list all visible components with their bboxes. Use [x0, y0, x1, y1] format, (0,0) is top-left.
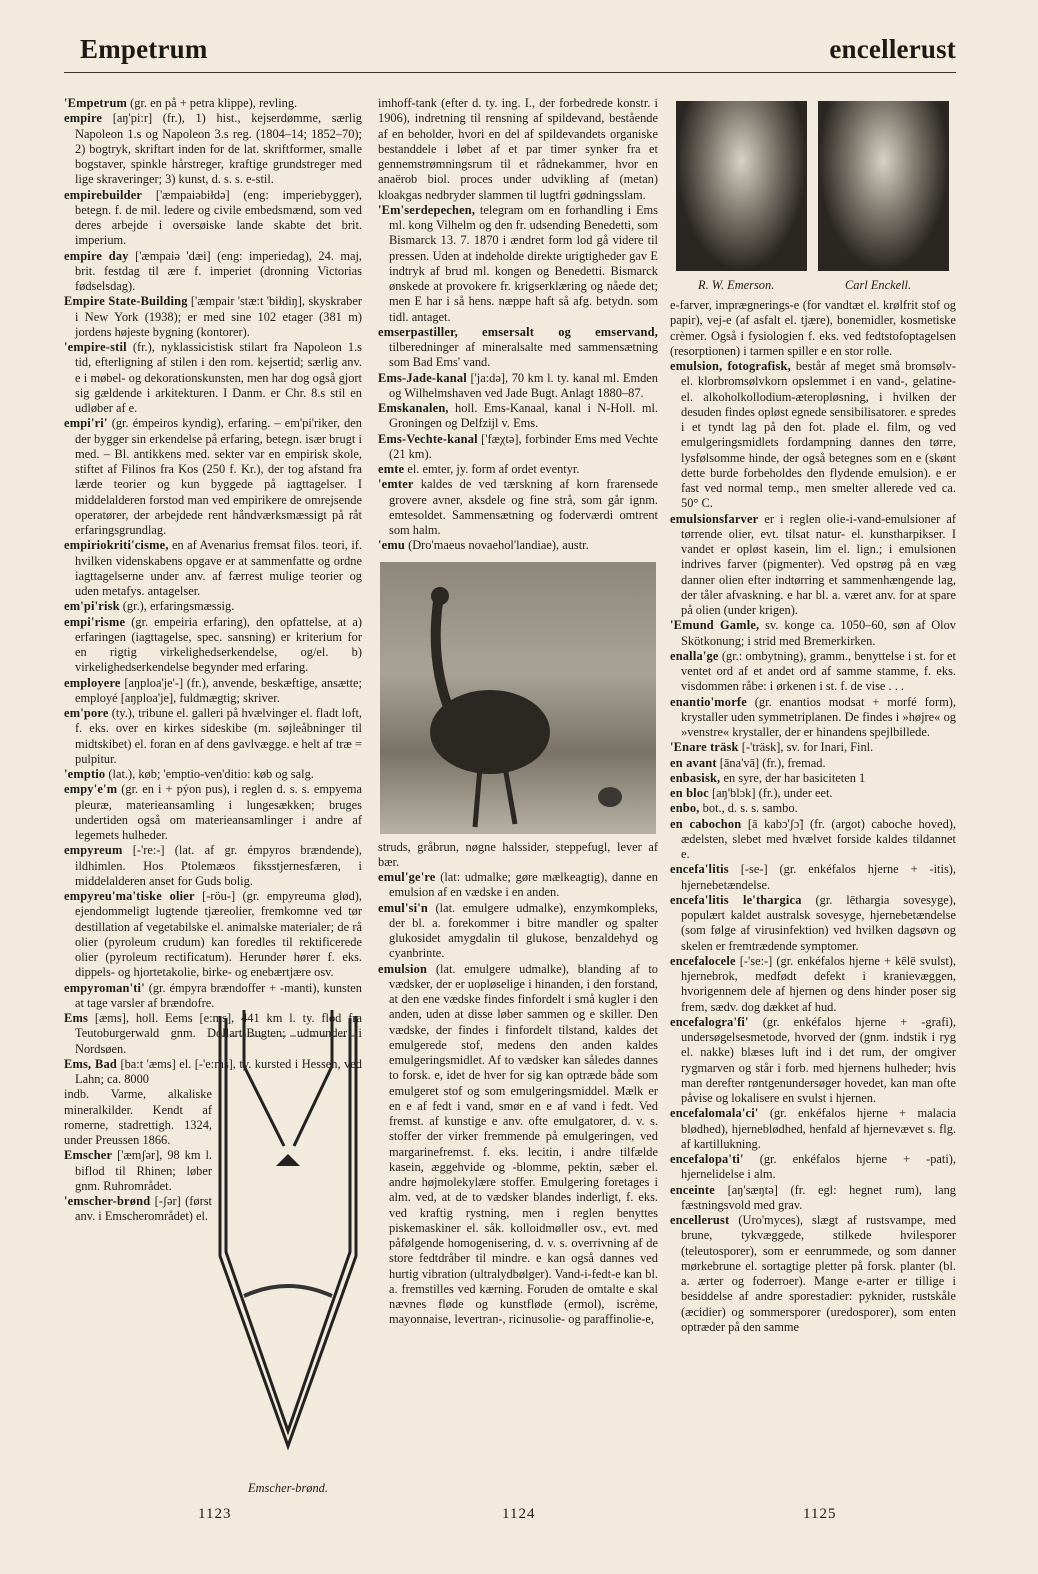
- entry-headword: em'pi'risk: [64, 599, 120, 614]
- entry-definition: (gr. enkéfalos hjerne + malacia blødhed), hjerneblødhed, henfald af hjernevævet s. flg. af kartillukning.: [681, 1106, 956, 1151]
- entry-definition: (Uro'myces), slægt af rustsvampe, med brune, tykvæggede, stilkede hvilesporer (teleutosporer), som er eenrummede, og som danner mørkebrune el. sortagtige pletter på forsk. planter (bl. a. ærter og foderroer). Mange e-arter er tillige i besiddelse af andre sporestadier: pyknider, rustskåle (æcidier) og sommersporer (uredosporer), som enten optræder på den samme: [681, 1213, 956, 1334]
- entry-definition: (gr. empeiria erfaring), den opfattelse, at a) erfaringen (iagttagelse, spec. sansning) er kriterium for en rigtig virkelighedserkendelse, og/el. b) virkelighedserkendelse begynder med erfaring.: [75, 614, 362, 675]
- entry-definition: (gr. émpeiros kyndig), erfaring. – em'pi'riker, den der bygger sin erkendelse på erfaring, betegn. især brugt i med. – Bl. antikkens med. sekter var en empirisk skole, stiftet af Filinos fra Kos (250 f. Kr.), der tog afstand fra lærde teorier og kun byggede på iagttagelser. I middelalderen forstod man ved empirikere de omrejsende operatører, der arbejdede rent håndværksmæssigt på råt erfaringsgrundlag.: [75, 416, 362, 537]
- dictionary-entry: [670, 756, 956, 771]
- entry-definition: [aŋ'blɔk] (fr.), under eet.: [708, 786, 833, 800]
- entry-headword: Ems-Vechte-kanal: [378, 431, 478, 446]
- entry-headword: Emskanalen,: [378, 401, 449, 415]
- dictionary-entry: [670, 817, 956, 863]
- entry-headword: encefa'litis: [670, 862, 729, 877]
- emu-photo: [380, 562, 656, 834]
- entry-definition: holl. Ems-Kanaal, kanal i N-Holl. ml. Groningen og Delfzijl v. Ems.: [389, 401, 658, 431]
- entry-definition: imhoff-tank (efter d. ty. ing. I., der forbedrede konstr. i 1906), indretning til rensning af spildevand, bestående af en beholder, hvori en del af spildevandets organiske bestanddele i løbet af et par timer synker fra et gennemstrømningsrum til et rådnekammer, hvor en anaërob biol. proces under udvikling af (metan) kloakgas nedbryder slammen til lugtfri gødningsslam.: [378, 96, 658, 202]
- entry-headword: 'emu: [378, 538, 405, 553]
- dictionary-entry: [64, 676, 362, 707]
- dictionary-entry: [670, 1106, 956, 1152]
- entry-definition: (Dro'maeus novaehol'landiae), austr.: [404, 538, 589, 553]
- dictionary-entry: [378, 371, 658, 402]
- entry-headword: enbo,: [670, 801, 700, 816]
- dictionary-entry: [670, 649, 956, 695]
- dictionary-entry: [378, 203, 658, 325]
- dictionary-entry: [670, 740, 956, 755]
- dictionary-entry: [378, 96, 658, 203]
- entry-definition: tilberedninger af mineralsalte med sammensætning som Bad Ems' vand.: [389, 340, 658, 370]
- dictionary-entry: [670, 618, 956, 649]
- dictionary-entry: [64, 615, 362, 676]
- entry-headword: encefalomala'ci': [670, 1106, 759, 1121]
- entry-definition: [-röu-] (gr. empyreuma glød), ejendommeligt lugtende tjæreolier, fremkomne ved tør destillation af vegetabilske el. animalske materialer; de rå olier (pyroleum crudum) kan foredles til rektificerede olier (pyroleum rectificatum). Herunder hører f. eks. dippels- og hjortetakolie, birke- og enebærtjære osv.: [75, 889, 362, 980]
- entry-headword: enbasisk,: [670, 770, 721, 785]
- dictionary-entry: [64, 416, 362, 538]
- dictionary-entry: [378, 325, 658, 371]
- entry-headword: en bloc: [670, 786, 709, 800]
- page-number-left: 1123: [198, 1506, 232, 1522]
- entry-definition: (gr. enantios modsat + morfé form), krystaller uden symmetriplanen. De findes i »højre« og »venstre« krystaller, der er hinandens spejlbillede.: [681, 694, 956, 739]
- dictionary-entry: [378, 840, 658, 871]
- entry-definition: [-'träsk], sv. for Inari, Finl.: [738, 740, 874, 755]
- entry-definition: (gr. en i + pýon pus), i reglen d. s. s. empyema pleuræ, materieansamling i lungesækken; bruges undertiden også om materieansamlinger i andre af legemets hulheder.: [75, 782, 362, 842]
- entry-definition: (lat.), køb; 'emptio-ven'ditio: køb og salg.: [105, 767, 314, 781]
- entry-definition: indb. Varme, alkaliske mineralkilder. Kendt af romerne, stadrettigh. 1324, under Preussen 1866.: [64, 1087, 212, 1147]
- entry-headword: enantio'morfe: [670, 694, 747, 709]
- dictionary-entry: [64, 782, 362, 843]
- entry-definition: sv. konge ca. 1050–60, søn af Olov Skötkonung; i strid med Bremerkirken.: [681, 618, 956, 648]
- entry-headword: empy'e'm: [64, 782, 118, 797]
- entry-headword: emulsionsfarver: [670, 511, 759, 526]
- page-number-right: 1125: [803, 1506, 837, 1522]
- entry-headword: emul'ge're: [378, 870, 436, 884]
- entry-headword: Ems-Jade-kanal: [378, 370, 467, 385]
- entry-definition: [aŋploa'je'-] (fr.), anvende, beskæftige, ansætte; employé [aŋploa'je], fuldmægtig; skriver.: [75, 675, 362, 705]
- entry-definition: [ba:t 'æms] el. [-'e:ms], ty. kursted i Hessen, ved Lahn; ca. 8000: [75, 1056, 362, 1086]
- dictionary-entry: [670, 359, 956, 512]
- dictionary-entry: [64, 599, 362, 614]
- dictionary-entry: [670, 771, 956, 786]
- diagram-caption: Emscher-brønd.: [248, 1481, 328, 1495]
- column-3: [670, 298, 956, 1335]
- entry-headword: empirebuilder: [64, 187, 143, 202]
- entry-definition: struds, gråbrun, nøgne halssider, steppefugl, lever af bær.: [378, 839, 658, 869]
- entry-definition: ['æmpair 'stæ:t 'biłdiŋ], skyskraber i New York (1938); er med sine 102 etager (381 m) jordens højeste bygning (kontorer).: [75, 294, 362, 339]
- entry-headword: en avant: [670, 755, 717, 770]
- entry-headword: en cabochon: [670, 816, 742, 831]
- dictionary-entry: [64, 340, 362, 416]
- entry-definition: (fr.), nyklassicistisk stilart fra Napoleon 1.s tid, efterligning af stilen i den rom. kejsertid; særlig anv. e i møbel- og dekorationskunsten, men har dog også gjort sig gældende i arkitekturen. I Danm. er Chr. 8.s stil en udløber af e.: [75, 340, 362, 415]
- dictionary-entry: [670, 786, 956, 801]
- entry-definition: (gr. lēthargia sovesyge), populært kaldet australsk sovesyge, hjernebetændelse (som følge af virusinfektion) ved hvilken dagsøvn og skelen er fremtrædende symptomer.: [681, 892, 956, 953]
- entry-headword: empyreu'ma'tiske olier: [64, 889, 195, 903]
- dictionary-entry: [378, 538, 658, 553]
- entry-headword: employere: [64, 675, 121, 690]
- entry-headword: emserpastiller, emsersalt og emservand,: [378, 324, 658, 339]
- entry-headword: 'Empetrum: [64, 96, 128, 110]
- dictionary-entry: [64, 767, 362, 782]
- entry-definition: en af Avenarius fremsat filos. teori, if. hvilken videnskabens opgave er at sammenfatte og ordne iagttagelserne under anv. af færrest mulige teorier og uden metafys. antagelser.: [75, 538, 362, 598]
- dictionary-entry: [378, 901, 658, 962]
- dictionary-entry: [378, 962, 658, 1328]
- entry-headword: em'pore: [64, 706, 109, 720]
- dictionary-entry: [670, 1152, 956, 1183]
- dictionary-entry: [64, 294, 362, 340]
- dictionary-entry: [64, 1148, 212, 1194]
- entry-headword: 'emptio: [64, 767, 106, 781]
- entry-headword: empire day: [64, 248, 129, 263]
- entry-definition: [-'re:-] (lat. af gr. émpyros brændende), ildhimlen. Hos Ptolemæos fiksstjernesfæren, i middelalderen anset for Guds bolig.: [75, 843, 362, 888]
- entry-headword: 'Emund Gamle,: [670, 618, 760, 633]
- entry-definition: (ty.), tribune el. galleri på hvælvinger el. fladt loft, f. eks. over en kirkes sideskibe (m. søjleåbninger til midtskibet) el. foran en af dens gavlvægge. e helt af træ = pulpitur.: [75, 706, 362, 766]
- dictionary-entry: [64, 96, 362, 111]
- entry-definition: (gr. en på + petra klippe), revling.: [127, 96, 298, 110]
- entry-definition: bot., d. s. s. sambo.: [699, 801, 798, 816]
- entry-headword: empi'ri': [64, 416, 108, 431]
- dictionary-entry: [670, 512, 956, 619]
- entry-definition: ['æmpaiəbiłdə] (eng: imperiebygger), betegn. f. de mil. ledere og civile embedsmænd, som ved deres arbejde i oversøiske lande skabte det brit. imperium.: [75, 187, 362, 248]
- entry-headword: enceinte: [670, 1182, 715, 1197]
- entry-headword: encefa'litis le'thargica: [670, 892, 802, 907]
- entry-headword: empi'risme: [64, 614, 126, 629]
- dictionary-entry: [64, 1087, 212, 1148]
- entry-definition: (gr. enkéfalos hjerne + -pati), hjernelidelse i alm.: [681, 1152, 956, 1182]
- entry-headword: Ems: [64, 1011, 89, 1025]
- dictionary-entry: [378, 401, 658, 432]
- entry-headword: encefalogra'fi': [670, 1014, 749, 1029]
- page-number-middle: 1124: [502, 1506, 536, 1522]
- entry-definition: el. emter, jy. form af ordet eventyr.: [404, 462, 580, 476]
- entry-headword: emulsion, fotografisk,: [670, 359, 791, 373]
- entry-definition: [æms], holl. Eems [e:ms], 441 km l. ty. flod fra Teutoburgerwald gnm. Dollart-Bugten; udmunder i Nordsøen.: [75, 1011, 362, 1056]
- dictionary-entry: [64, 188, 362, 249]
- dictionary-entry: [64, 1194, 212, 1225]
- emscher-well-drawing: [214, 1006, 362, 1476]
- entry-definition: (gr.), erfaringsmæssig.: [119, 599, 235, 614]
- entry-definition: en syre, der har basiciteten 1: [720, 770, 866, 785]
- entry-headword: 'emscher-brønd: [64, 1194, 151, 1208]
- entry-definition: e-farver, imprægnerings-e (for vandtæt el. krølfrit stof og papir), vej-e (af asfalt el. tjære), bonemidler, kosmetiske crèmer. Også i fysiologien f. eks. ved fedtstofoptagelsen (resorptionen) i tarmen spiller e en stor rolle.: [670, 298, 956, 358]
- dictionary-entry: [670, 1015, 956, 1107]
- dictionary-entry: [64, 249, 362, 295]
- dictionary-entry: [64, 706, 362, 767]
- entry-definition: [āna'vā] (fr.), fremad.: [716, 755, 826, 770]
- entry-headword: Ems, Bad: [64, 1056, 117, 1071]
- entry-definition: (gr. émpyra brændoffer + -manti), kunsten at tage varsler af brændofre.: [75, 980, 362, 1010]
- running-head-right: encellerust: [829, 34, 956, 64]
- entry-headword: 'empire-stil: [64, 340, 127, 354]
- entry-headword: empyroman'ti': [64, 980, 145, 995]
- entry-definition: ['fæχtə], forbinder Ems med Vechte (21 km).: [389, 431, 658, 461]
- entry-headword: Emscher: [64, 1148, 113, 1163]
- dictionary-entry: [64, 538, 362, 599]
- entry-definition: ['æmpaiə 'dæi] (eng: imperiedag), 24. maj, brit. festdag til ære f. imperiet (dronning Victorias fødselsdag).: [75, 248, 363, 293]
- dictionary-entry: [64, 889, 362, 981]
- caption-emerson: R. W. Emerson.: [698, 278, 775, 292]
- header-rule: [64, 72, 956, 73]
- entry-definition: [-ʃər] (først anv. i Emscherområdet) el.: [75, 1194, 212, 1224]
- dictionary-entry: [670, 801, 956, 816]
- dictionary-entry: [670, 695, 956, 741]
- photo-emerson: [676, 101, 807, 271]
- entry-definition: kaldes de ved tærskning af korn frarensede grovere avner, aksdele og fine strå, som går ignm. emtesoldet. Sammensætning og foderværdi omtrent som halm.: [389, 477, 658, 537]
- dictionary-entry: [378, 477, 658, 538]
- dictionary-entry: [378, 462, 658, 477]
- entry-headword: encefalocele: [670, 953, 736, 968]
- dictionary-entry: [670, 893, 956, 954]
- entry-headword: empire: [64, 111, 103, 126]
- entry-headword: emul'si'n: [378, 900, 428, 915]
- dictionary-entry: [64, 111, 362, 187]
- caption-enckell: Carl Enckell.: [845, 278, 912, 292]
- entry-headword: enalla'ge: [670, 648, 719, 663]
- emscher-well-diagram: [214, 1006, 362, 1496]
- entry-definition: er i reglen olie-i-vand-emulsioner af tørrende olier, evt. tilsat natur- el. kunstharpikser. I vandet er opløst kasein, lim el. lign.; i emulsionen indrives farver (pigmenter). Ved opstrøg på en væg danner olien efter indtørring et sammenhængende lag, der tåler afvaskning. e har bl. a. været anv. for at spare på olien (under krigen).: [681, 511, 956, 617]
- entry-definition: telegram om en forhandling i Ems ml. kong Vilhelm og den fr. udsending Benedetti, som Bismarck 13. 7. 1870 i ændret form lod gå videre til pressen. Uden at indeholde direkte urigtigheder gav E indtryk af brud ml. kongen og Benedetti. Bismarck ønskede at provokere fr. krigserklæring og nåede det; men E har i så hens. næppe haft så afg. betydn. som tidl. antaget.: [389, 202, 658, 324]
- photo-enckell: [818, 101, 949, 271]
- entry-headword: 'Enare träsk: [670, 740, 739, 755]
- entry-definition: ['ja:də], 70 km l. ty. kanal ml. Emden og Wilhelmshaven ved Jade Bugt. Anlagt 1880–87.: [389, 370, 658, 400]
- entry-headword: 'Em'serdepechen,: [378, 202, 476, 217]
- entry-definition: [-'se:-] (gr. enkéfalos hjerne + kēlē svulst), hjernebrok, medfødt defekt i kranievæggen, hvorigennem dele af hjernen og dens hinder poser sig frem, sædv. dog dækket af hud.: [681, 953, 956, 1014]
- dictionary-entry: [670, 298, 956, 359]
- entry-definition: (gr. enkéfalos hjerne + -grafi), undersøgelsesmetode, hvorved der (gnm. indstik i ryg el. nakke) blæses luft ind i det rum, der omgiver rygmarven og står i forb. med hjernens hulheder; hvis man derefter røntgenundersøger hovedet, kan man ofte påvise og lokalisere en svulst i hjernen.: [681, 1014, 956, 1105]
- dictionary-entry: [378, 432, 658, 463]
- entry-headword: Empire State-Building: [64, 294, 188, 309]
- dictionary-entry: [670, 954, 956, 1015]
- column-2: [378, 96, 658, 1328]
- entry-headword: emulsion: [378, 961, 428, 976]
- running-head-left: Empetrum: [80, 34, 208, 64]
- entry-headword: 'emter: [378, 477, 414, 492]
- dictionary-entry: [378, 870, 658, 901]
- dictionary-entry: [670, 1213, 956, 1335]
- dictionary-entry: [670, 1183, 956, 1214]
- entry-definition: [aŋ'pi:r] (fr.), 1) hist., kejserdømme, særlig Napoleon 1.s og Napoleon 3.s reg. (1804–14; 1852–70); 2) bogtryk, skriftart inden for de lat. skriftformer, smalle bogstaver, spinkle hårstreger, kraftige grundstreger med lige skraveringer; 3) kunst, d. s. s. e-stil.: [75, 111, 362, 187]
- entry-definition: [aŋ'sæŋtə] (fr. egl: hegnet rum), lang fæstningsvold med grav.: [681, 1182, 956, 1212]
- entry-definition: [-se-] (gr. enkéfalos hjerne + -itis), hjernebetændelse.: [681, 862, 956, 892]
- entry-headword: encellerust: [670, 1213, 730, 1227]
- entry-definition: (lat. emulgere udmalke), blanding af to vædsker, der er uopløselige i hinanden, i den forstand, at den ene vædske findes finfordelt i små kugler i den anden, uden at disse løber sammen og e skiller. Den vædske, der findes i finfordelt tilstand, kaldes det emulgerede stof, medens den anden kaldes emulgeringsmidlet. Af to vædsker kan således dannes to forsk. e, idet de hver for sig kan optræde både som emulgeret stof og som emulgeringsmiddel. Mælk er en e af fedt i vand, smør en e af vand i fedt. Ved fremst. af kunstige e anv. ofte emulgatorer, d. v. s. stoffer der virker fremmende på emulgeringen, ved margarinefremst. f. eks. lecitin, i andre tilfælde kasein, æggehvide og -blomme, pektin, sæber el. andre højmolekylære stoffer. Emulgering foretages i alm. ved, at de to vædsker blandes inderligt, f. eks. ved kraftig rystning, men i reglen benyttes piskemaskiner el. såk. kolloidmøller osv., evt. med påfølgende homogenisering, d. v. s. overrivning af de store fedtdråber til mindre. e kan også dannes ved hurtig vibration (ultralydbølger). Vand-i-fedt-e kan bl. a. fremstilles ved kærning. Foruden de omtalte e skal nævnes fløde og kunstfløde (ermol), iscrème, mayonnaise, levertran-, ricinusolie- og paraffinolie-e,: [389, 961, 658, 1327]
- entry-headword: empiriokriti'cisme,: [64, 538, 169, 553]
- entry-definition: består af meget små bromsølv- el. klorbromsølvkorn opslemmet i en vand-, gelatine- el. alkoholkollodium-æteropløsning, i hvilken der desuden findes opløst egnede sensibilisatorer. e spredes i et tyndt lag på den fot. plade el. film, og ved emulgeringsmidlets fordampning dannes den tørre, lysfølsomme hinde, der også betegnes som en e (skønt dette burde forbeholdes den flydende emulsion). e er fast ved normal temp., men smelter allerede ved ca. 50° C.: [681, 359, 957, 511]
- entry-headword: emte: [378, 462, 405, 476]
- entry-definition: ['æmʃər], 98 km l. biflod til Rhinen; løber gnm. Ruhrområdet.: [75, 1148, 212, 1193]
- dictionary-entry: [64, 843, 362, 889]
- emu-illustration: [380, 562, 656, 834]
- dictionary-entry: [670, 862, 956, 893]
- entry-definition: [ā kabɔ'ʃɔ̃] (fr. (argot) caboche hoved), ædelsten, slebet med hvælvet forside kaldes tildannet e.: [681, 816, 956, 861]
- entry-definition: (gr.: ombytning), gramm., benyttelse i st. for et ventet ord af et andet ord af samme stamme, f. eks. visdommen råbe: i ørkenen i st. f. de vise . . .: [681, 648, 956, 694]
- entry-headword: encefalopa'ti': [670, 1152, 744, 1166]
- entry-definition: (lat: udmalke; gøre mælkeagtig), danne en emulsion af en vædske i en anden.: [389, 870, 658, 900]
- entry-definition: (lat. emulgere udmalke), enzymkompleks, der bl. a. forekommer i bitre mandler og spalter glukosidet amygdalin til glukose, benzaldehyd og cyanbrinte.: [389, 900, 658, 961]
- entry-headword: empyreum: [64, 843, 123, 858]
